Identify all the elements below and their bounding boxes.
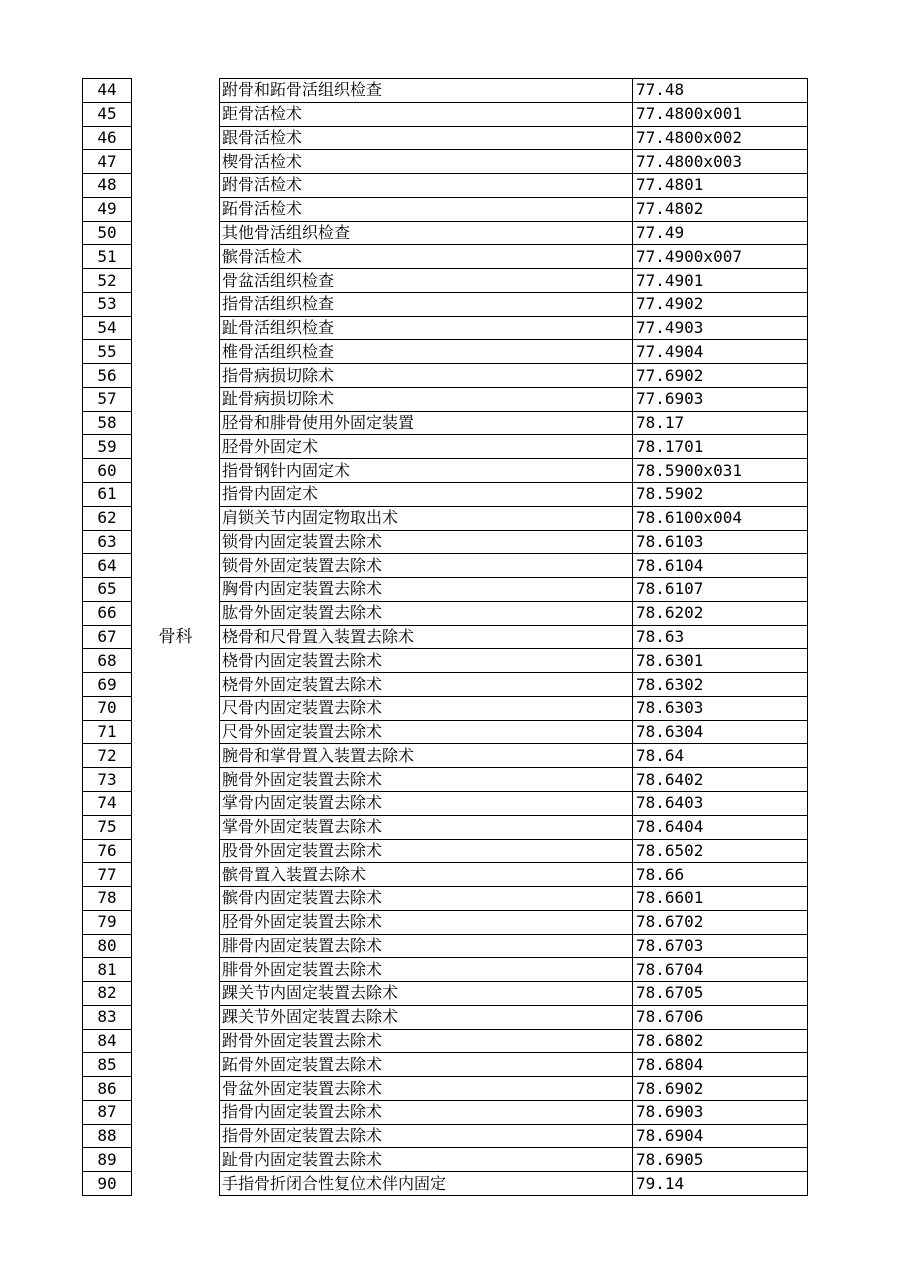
- row-number-cell: 80: [83, 934, 132, 958]
- row-number-cell: 60: [83, 459, 132, 483]
- procedure-name-cell: 趾骨活组织检查: [220, 316, 633, 340]
- procedure-code-cell: 77.4900x007: [633, 245, 808, 269]
- procedure-code-cell: 78.6601: [633, 887, 808, 911]
- procedure-code-cell: 77.6903: [633, 387, 808, 411]
- procedure-code-cell: 78.6404: [633, 815, 808, 839]
- procedure-name-cell: 髌骨内固定装置去除术: [220, 887, 633, 911]
- procedure-code-cell: 78.6107: [633, 578, 808, 602]
- procedure-code-cell: 78.5900x031: [633, 459, 808, 483]
- procedure-name-cell: 跟骨活检术: [220, 126, 633, 150]
- row-number-cell: 72: [83, 744, 132, 768]
- procedure-name-cell: 胫骨和腓骨使用外固定装置: [220, 411, 633, 435]
- procedure-code-cell: 78.6903: [633, 1100, 808, 1124]
- procedure-name-cell: 桡骨内固定装置去除术: [220, 649, 633, 673]
- procedure-code-cell: 77.4903: [633, 316, 808, 340]
- row-number-cell: 44: [83, 79, 132, 103]
- row-number-cell: 71: [83, 720, 132, 744]
- procedure-code-cell: 78.6303: [633, 696, 808, 720]
- procedure-code-cell: 78.6905: [633, 1148, 808, 1172]
- procedure-name-cell: 指骨活组织检查: [220, 292, 633, 316]
- procedure-name-cell: 骨盆活组织检查: [220, 269, 633, 293]
- procedure-code-cell: 78.6304: [633, 720, 808, 744]
- row-number-cell: 83: [83, 1005, 132, 1029]
- procedure-name-cell: 手指骨折闭合性复位术伴内固定: [220, 1172, 633, 1196]
- procedure-code-cell: 78.6202: [633, 601, 808, 625]
- procedure-name-cell: 趾骨病损切除术: [220, 387, 633, 411]
- procedure-name-cell: 腕骨和掌骨置入装置去除术: [220, 744, 633, 768]
- procedure-code-cell: 78.6104: [633, 554, 808, 578]
- row-number-cell: 59: [83, 435, 132, 459]
- row-number-cell: 47: [83, 150, 132, 174]
- row-number-cell: 90: [83, 1172, 132, 1196]
- procedure-code-cell: 78.6100x004: [633, 506, 808, 530]
- procedure-code-cell: 77.4802: [633, 197, 808, 221]
- row-number-cell: 84: [83, 1029, 132, 1053]
- row-number-cell: 82: [83, 982, 132, 1006]
- row-number-cell: 75: [83, 815, 132, 839]
- procedure-name-cell: 楔骨活检术: [220, 150, 633, 174]
- procedure-code-cell: 78.6705: [633, 982, 808, 1006]
- row-number-cell: 63: [83, 530, 132, 554]
- procedure-code-cell: 78.6301: [633, 649, 808, 673]
- procedure-name-cell: 尺骨外固定装置去除术: [220, 720, 633, 744]
- row-number-cell: 89: [83, 1148, 132, 1172]
- row-number-cell: 66: [83, 601, 132, 625]
- procedure-name-cell: 指骨病损切除术: [220, 364, 633, 388]
- procedure-name-cell: 桡骨外固定装置去除术: [220, 673, 633, 697]
- procedure-name-cell: 腕骨外固定装置去除术: [220, 768, 633, 792]
- row-number-cell: 74: [83, 791, 132, 815]
- procedure-code-cell: 78.6704: [633, 958, 808, 982]
- procedure-code-cell: 78.6802: [633, 1029, 808, 1053]
- procedure-code-cell: 78.6902: [633, 1077, 808, 1101]
- procedure-name-cell: 跗骨和跖骨活组织检查: [220, 79, 633, 103]
- procedure-code-cell: 78.6804: [633, 1053, 808, 1077]
- procedure-code-cell: 77.6902: [633, 364, 808, 388]
- row-number-cell: 86: [83, 1077, 132, 1101]
- procedure-name-cell: 其他骨活组织检查: [220, 221, 633, 245]
- procedure-name-cell: 指骨内固定术: [220, 483, 633, 507]
- procedure-code-cell: 77.4801: [633, 174, 808, 198]
- procedure-code-cell: 78.6403: [633, 791, 808, 815]
- procedure-name-cell: 胸骨内固定装置去除术: [220, 578, 633, 602]
- procedure-code-cell: 78.6703: [633, 934, 808, 958]
- procedure-code-cell: 78.66: [633, 863, 808, 887]
- procedure-name-cell: 指骨钢针内固定术: [220, 459, 633, 483]
- procedure-code-cell: 77.48: [633, 79, 808, 103]
- row-number-cell: 52: [83, 269, 132, 293]
- row-number-cell: 51: [83, 245, 132, 269]
- procedure-name-cell: 腓骨外固定装置去除术: [220, 958, 633, 982]
- procedure-code-cell: 78.6502: [633, 839, 808, 863]
- row-number-cell: 61: [83, 483, 132, 507]
- procedure-name-cell: 跖骨外固定装置去除术: [220, 1053, 633, 1077]
- row-number-cell: 85: [83, 1053, 132, 1077]
- row-number-cell: 69: [83, 673, 132, 697]
- procedure-code-cell: 78.1701: [633, 435, 808, 459]
- row-number-cell: 67: [83, 625, 132, 649]
- row-number-cell: 58: [83, 411, 132, 435]
- procedure-name-cell: 肩锁关节内固定物取出术: [220, 506, 633, 530]
- procedure-code-cell: 77.49: [633, 221, 808, 245]
- procedure-name-cell: 尺骨内固定装置去除术: [220, 696, 633, 720]
- procedure-code-cell: 78.6702: [633, 910, 808, 934]
- procedure-code-cell: 77.4902: [633, 292, 808, 316]
- row-number-cell: 55: [83, 340, 132, 364]
- row-number-cell: 65: [83, 578, 132, 602]
- row-number-cell: 62: [83, 506, 132, 530]
- row-number-cell: 57: [83, 387, 132, 411]
- procedure-name-cell: 踝关节外固定装置去除术: [220, 1005, 633, 1029]
- row-number-cell: 87: [83, 1100, 132, 1124]
- row-number-cell: 56: [83, 364, 132, 388]
- procedure-name-cell: 掌骨内固定装置去除术: [220, 791, 633, 815]
- procedure-name-cell: 髌骨活检术: [220, 245, 633, 269]
- procedure-code-cell: 78.5902: [633, 483, 808, 507]
- procedure-code-cell: 78.63: [633, 625, 808, 649]
- row-number-cell: 68: [83, 649, 132, 673]
- table-row: [83, 79, 808, 103]
- procedure-name-cell: 胫骨外固定术: [220, 435, 633, 459]
- row-number-cell: 48: [83, 174, 132, 198]
- procedure-code-cell: 77.4800x001: [633, 102, 808, 126]
- procedure-name-cell: 骨盆外固定装置去除术: [220, 1077, 633, 1101]
- row-number-cell: 46: [83, 126, 132, 150]
- row-number-cell: 50: [83, 221, 132, 245]
- row-number-cell: 64: [83, 554, 132, 578]
- procedure-name-cell: 椎骨活组织检查: [220, 340, 633, 364]
- procedure-code-cell: 77.4800x002: [633, 126, 808, 150]
- procedure-name-cell: 指骨外固定装置去除术: [220, 1124, 633, 1148]
- procedure-code-cell: 78.17: [633, 411, 808, 435]
- procedure-name-cell: 跗骨外固定装置去除术: [220, 1029, 633, 1053]
- procedure-code-cell: 78.6904: [633, 1124, 808, 1148]
- row-number-cell: 81: [83, 958, 132, 982]
- procedure-name-cell: 掌骨外固定装置去除术: [220, 815, 633, 839]
- procedure-code-cell: 79.14: [633, 1172, 808, 1196]
- procedure-name-cell: 桡骨和尺骨置入装置去除术: [220, 625, 633, 649]
- row-number-cell: 70: [83, 696, 132, 720]
- procedure-name-cell: 腓骨内固定装置去除术: [220, 934, 633, 958]
- procedure-name-cell: 髌骨置入装置去除术: [220, 863, 633, 887]
- procedure-name-cell: 肱骨外固定装置去除术: [220, 601, 633, 625]
- procedure-name-cell: 指骨内固定装置去除术: [220, 1100, 633, 1124]
- procedure-code-cell: 78.6302: [633, 673, 808, 697]
- row-number-cell: 53: [83, 292, 132, 316]
- procedure-code-cell: 78.6103: [633, 530, 808, 554]
- procedure-name-cell: 锁骨外固定装置去除术: [220, 554, 633, 578]
- procedure-table: [82, 78, 808, 1196]
- row-number-cell: 45: [83, 102, 132, 126]
- procedure-code-cell: 77.4800x003: [633, 150, 808, 174]
- procedure-name-cell: 锁骨内固定装置去除术: [220, 530, 633, 554]
- procedure-code-cell: 78.6706: [633, 1005, 808, 1029]
- procedure-name-cell: 趾骨内固定装置去除术: [220, 1148, 633, 1172]
- procedure-code-cell: 77.4901: [633, 269, 808, 293]
- procedure-name-cell: 踝关节内固定装置去除术: [220, 982, 633, 1006]
- row-number-cell: 77: [83, 863, 132, 887]
- procedure-name-cell: 跖骨活检术: [220, 197, 633, 221]
- procedure-name-cell: 跗骨活检术: [220, 174, 633, 198]
- procedure-name-cell: 胫骨外固定装置去除术: [220, 910, 633, 934]
- row-number-cell: 76: [83, 839, 132, 863]
- procedure-code-cell: 77.4904: [633, 340, 808, 364]
- procedure-name-cell: 股骨外固定装置去除术: [220, 839, 633, 863]
- row-number-cell: 88: [83, 1124, 132, 1148]
- row-number-cell: 73: [83, 768, 132, 792]
- row-number-cell: 79: [83, 910, 132, 934]
- row-number-cell: 54: [83, 316, 132, 340]
- row-number-cell: 49: [83, 197, 132, 221]
- procedure-code-cell: 78.6402: [633, 768, 808, 792]
- procedure-name-cell: 距骨活检术: [220, 102, 633, 126]
- procedure-table-body: [83, 79, 808, 1196]
- row-number-cell: 78: [83, 887, 132, 911]
- procedure-code-cell: 78.64: [633, 744, 808, 768]
- department-cell: 骨科: [132, 79, 220, 1196]
